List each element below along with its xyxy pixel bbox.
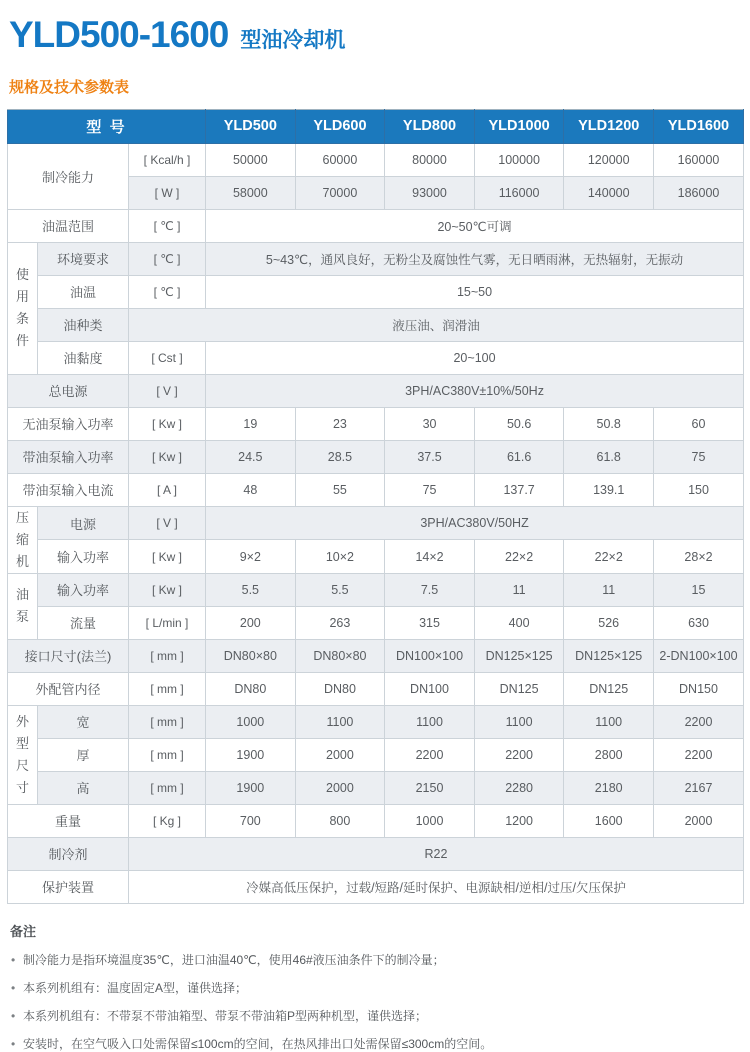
spec-value-cell: 526 bbox=[564, 606, 654, 639]
spec-row-label: 油温 bbox=[38, 275, 129, 308]
note-item: • 安装时，在空气吸入口处需保留≤100cm的空间，在热风排出口处需保留≤300cm的空间。 bbox=[10, 1037, 743, 1052]
spec-unit: [ Kg ] bbox=[129, 804, 206, 837]
spec-value-cell: 630 bbox=[654, 606, 744, 639]
spec-value-cell: 1200 bbox=[474, 804, 564, 837]
section-subtitle: 规格及技术参数表 bbox=[9, 78, 130, 96]
table-row bbox=[8, 639, 744, 672]
spec-value-cell: 75 bbox=[385, 473, 475, 506]
spec-value-cell: 200 bbox=[206, 606, 296, 639]
model-column-header: YLD1200 bbox=[564, 109, 654, 143]
table-row bbox=[8, 209, 744, 242]
spec-value-cell: 2000 bbox=[654, 804, 744, 837]
spec-value-cell: 60 bbox=[654, 407, 744, 440]
spec-value-cell: DN150 bbox=[654, 672, 744, 705]
spec-value-span: 3PH/AC380V±10%/50Hz bbox=[206, 374, 744, 407]
spec-value-cell: 1100 bbox=[564, 705, 654, 738]
note-item: • 本系列机组有：不带泵不带油箱型、带泵不带油箱P型两种机型，谨供选择； bbox=[10, 1009, 743, 1024]
spec-value-cell: 5.5 bbox=[206, 573, 296, 606]
spec-row-label: 油黏度 bbox=[38, 341, 129, 374]
spec-row-label: 环境要求 bbox=[38, 242, 129, 275]
spec-value-cell: 140000 bbox=[564, 176, 654, 209]
spec-row-label: 油种类 bbox=[38, 308, 129, 341]
spec-unit: [ Kcal/h ] bbox=[129, 143, 206, 176]
spec-value-cell: 22×2 bbox=[474, 540, 564, 574]
spec-unit: [ ℃ ] bbox=[129, 209, 206, 242]
table-row bbox=[8, 341, 744, 374]
spec-value-cell: 2000 bbox=[295, 771, 385, 804]
spec-value-cell: 2-DN100×100 bbox=[654, 639, 744, 672]
table-row bbox=[8, 540, 744, 574]
spec-value-span: 5~43℃，通风良好，无粉尘及腐蚀性气雾，无日晒雨淋，无热辐射，无振动 bbox=[206, 242, 744, 275]
spec-value-cell: 2000 bbox=[295, 738, 385, 771]
table-row bbox=[8, 870, 744, 903]
spec-unit: [ V ] bbox=[129, 506, 206, 540]
spec-value-span: 15~50 bbox=[206, 275, 744, 308]
spec-unit: [ Kw ] bbox=[129, 540, 206, 574]
table-row bbox=[8, 573, 744, 606]
spec-value-cell: 2200 bbox=[654, 738, 744, 771]
table-row bbox=[8, 506, 744, 540]
spec-value-cell: 19 bbox=[206, 407, 296, 440]
spec-unit: [ mm ] bbox=[129, 672, 206, 705]
spec-unit: [ Cst ] bbox=[129, 341, 206, 374]
spec-value-cell: 263 bbox=[295, 606, 385, 639]
spec-unit: [ V ] bbox=[129, 374, 206, 407]
spec-value-cell: 116000 bbox=[474, 176, 564, 209]
spec-value-cell: 1100 bbox=[295, 705, 385, 738]
spec-value-cell: 5.5 bbox=[295, 573, 385, 606]
spec-row-label: 油温范围 bbox=[8, 209, 129, 242]
model-range-title: YLD500-1600 bbox=[9, 14, 229, 55]
table-row bbox=[8, 440, 744, 473]
model-column-header: YLD500 bbox=[206, 109, 296, 143]
spec-value-cell: 22×2 bbox=[564, 540, 654, 574]
table-row bbox=[8, 705, 744, 738]
spec-value-cell: 15 bbox=[654, 573, 744, 606]
spec-value-cell: 61.6 bbox=[474, 440, 564, 473]
table-row bbox=[8, 771, 744, 804]
spec-unit: [ Kw ] bbox=[129, 573, 206, 606]
spec-value-cell: 60000 bbox=[295, 143, 385, 176]
spec-row-label: 厚 bbox=[38, 738, 129, 771]
spec-value-cell: 2200 bbox=[385, 738, 475, 771]
model-column-header: YLD1600 bbox=[654, 109, 744, 143]
spec-value-cell: 30 bbox=[385, 407, 475, 440]
spec-row-label: 保护装置 bbox=[8, 870, 129, 903]
spec-unit: [ mm ] bbox=[129, 771, 206, 804]
group-label-oil-pump: 油泵 bbox=[8, 573, 38, 639]
spec-value-cell: 1100 bbox=[385, 705, 475, 738]
spec-value-cell: 186000 bbox=[654, 176, 744, 209]
spec-value-span: 冷媒高低压保护，过载/短路/延时保护、电源缺相/逆相/过压/欠压保护 bbox=[129, 870, 744, 903]
spec-value-cell: 75 bbox=[654, 440, 744, 473]
table-row bbox=[8, 143, 744, 176]
spec-value-cell: DN80 bbox=[295, 672, 385, 705]
group-label-dimensions: 外型尺寸 bbox=[8, 705, 38, 804]
spec-unit: [ Kw ] bbox=[129, 440, 206, 473]
spec-row-label: 流量 bbox=[38, 606, 129, 639]
spec-table bbox=[7, 109, 744, 904]
spec-value-cell: DN80×80 bbox=[295, 639, 385, 672]
table-row bbox=[8, 308, 744, 341]
spec-unit: [ Kw ] bbox=[129, 407, 206, 440]
note-item: • 制冷能力是指环境温度35℃，进口油温40℃，使用46#液压油条件下的制冷量； bbox=[10, 953, 743, 968]
spec-value-cell: 11 bbox=[564, 573, 654, 606]
spec-value-cell: 150 bbox=[654, 473, 744, 506]
spec-value-cell: 700 bbox=[206, 804, 296, 837]
spec-value-cell: 1900 bbox=[206, 738, 296, 771]
page-title bbox=[7, 16, 743, 55]
spec-value-cell: 1000 bbox=[385, 804, 475, 837]
spec-value-cell: 61.8 bbox=[564, 440, 654, 473]
spec-value-cell: 70000 bbox=[295, 176, 385, 209]
spec-value-cell: DN125 bbox=[564, 672, 654, 705]
spec-value-cell: DN125×125 bbox=[474, 639, 564, 672]
spec-row-label: 宽 bbox=[38, 705, 129, 738]
spec-value-span: 20~100 bbox=[206, 341, 744, 374]
spec-value-cell: 10×2 bbox=[295, 540, 385, 574]
spec-value-cell: 50.6 bbox=[474, 407, 564, 440]
spec-unit: [ ℃ ] bbox=[129, 242, 206, 275]
notes-list bbox=[10, 953, 743, 1052]
note-item: • 本系列机组有：温度固定A型，谨供选择； bbox=[10, 981, 743, 996]
spec-value-cell: 2200 bbox=[654, 705, 744, 738]
spec-value-cell: 55 bbox=[295, 473, 385, 506]
spec-value-cell: 11 bbox=[474, 573, 564, 606]
spec-value-cell: 14×2 bbox=[385, 540, 475, 574]
table-row bbox=[8, 837, 744, 870]
spec-unit: [ mm ] bbox=[129, 705, 206, 738]
product-type-title: 型油冷却机 bbox=[240, 29, 346, 52]
spec-row-label: 输入功率 bbox=[38, 540, 129, 574]
spec-row-label: 制冷能力 bbox=[8, 143, 129, 209]
spec-value-cell: 2800 bbox=[564, 738, 654, 771]
spec-value-cell: DN125 bbox=[474, 672, 564, 705]
spec-value-cell: DN80×80 bbox=[206, 639, 296, 672]
spec-row-label: 外配管内径 bbox=[8, 672, 129, 705]
spec-value-cell: DN125×125 bbox=[564, 639, 654, 672]
model-header-label: 型 号 bbox=[8, 109, 206, 143]
spec-value-cell: 2180 bbox=[564, 771, 654, 804]
spec-value-cell: DN100 bbox=[385, 672, 475, 705]
spec-row-label: 总电源 bbox=[8, 374, 129, 407]
group-label-usage: 使用条件 bbox=[8, 242, 38, 374]
spec-value-cell: 160000 bbox=[654, 143, 744, 176]
table-header-row bbox=[8, 109, 744, 143]
spec-value-cell: 93000 bbox=[385, 176, 475, 209]
spec-value-cell: 48 bbox=[206, 473, 296, 506]
spec-value-cell: 28×2 bbox=[654, 540, 744, 574]
spec-value-cell: 2167 bbox=[654, 771, 744, 804]
spec-row-label: 接口尺寸(法兰) bbox=[8, 639, 129, 672]
group-label-compressor: 压缩机 bbox=[8, 506, 38, 573]
table-row bbox=[8, 242, 744, 275]
spec-value-cell: 50.8 bbox=[564, 407, 654, 440]
spec-unit: [ L/min ] bbox=[129, 606, 206, 639]
spec-value-cell: 1100 bbox=[474, 705, 564, 738]
spec-value-cell: 80000 bbox=[385, 143, 475, 176]
spec-value-cell: 2200 bbox=[474, 738, 564, 771]
spec-row-label: 高 bbox=[38, 771, 129, 804]
spec-row-label: 带油泵输入电流 bbox=[8, 473, 129, 506]
spec-value-cell: 28.5 bbox=[295, 440, 385, 473]
spec-value-cell: 315 bbox=[385, 606, 475, 639]
spec-row-label: 电源 bbox=[38, 506, 129, 540]
spec-row-label: 制冷剂 bbox=[8, 837, 129, 870]
spec-value-cell: 37.5 bbox=[385, 440, 475, 473]
spec-value-cell: 800 bbox=[295, 804, 385, 837]
table-row bbox=[8, 473, 744, 506]
spec-value-span: 液压油、润滑油 bbox=[129, 308, 744, 341]
spec-unit: [ W ] bbox=[129, 176, 206, 209]
model-column-header: YLD800 bbox=[385, 109, 475, 143]
table-row bbox=[8, 738, 744, 771]
spec-value-cell: 2280 bbox=[474, 771, 564, 804]
spec-value-cell: 1900 bbox=[206, 771, 296, 804]
spec-value-cell: 23 bbox=[295, 407, 385, 440]
table-row bbox=[8, 275, 744, 308]
spec-unit: [ A ] bbox=[129, 473, 206, 506]
spec-value-cell: DN100×100 bbox=[385, 639, 475, 672]
spec-row-label: 输入功率 bbox=[38, 573, 129, 606]
notes-section bbox=[7, 921, 743, 1052]
spec-value-cell: 24.5 bbox=[206, 440, 296, 473]
spec-value-cell: 120000 bbox=[564, 143, 654, 176]
spec-row-label: 带油泵输入功率 bbox=[8, 440, 129, 473]
spec-value-cell: 100000 bbox=[474, 143, 564, 176]
spec-value-cell: 2150 bbox=[385, 771, 475, 804]
spec-row-label: 重量 bbox=[8, 804, 129, 837]
model-column-header: YLD600 bbox=[295, 109, 385, 143]
spec-value-span: 3PH/AC380V/50HZ bbox=[206, 506, 744, 540]
spec-value-cell: DN80 bbox=[206, 672, 296, 705]
spec-value-span: 20~50℃可调 bbox=[206, 209, 744, 242]
spec-unit: [ mm ] bbox=[129, 738, 206, 771]
spec-value-cell: 7.5 bbox=[385, 573, 475, 606]
model-column-header: YLD1000 bbox=[474, 109, 564, 143]
spec-value-cell: 9×2 bbox=[206, 540, 296, 574]
spec-value-span: R22 bbox=[129, 837, 744, 870]
spec-unit: [ ℃ ] bbox=[129, 275, 206, 308]
spec-row-label: 无油泵输入功率 bbox=[8, 407, 129, 440]
notes-title: 备注 bbox=[10, 923, 37, 939]
spec-value-cell: 139.1 bbox=[564, 473, 654, 506]
table-row bbox=[8, 374, 744, 407]
spec-value-cell: 1000 bbox=[206, 705, 296, 738]
spec-value-cell: 1600 bbox=[564, 804, 654, 837]
table-row bbox=[8, 606, 744, 639]
table-row bbox=[8, 407, 744, 440]
table-row bbox=[8, 804, 744, 837]
spec-value-cell: 50000 bbox=[206, 143, 296, 176]
spec-value-cell: 58000 bbox=[206, 176, 296, 209]
spec-value-cell: 137.7 bbox=[474, 473, 564, 506]
table-row bbox=[8, 672, 744, 705]
spec-unit: [ mm ] bbox=[129, 639, 206, 672]
spec-value-cell: 400 bbox=[474, 606, 564, 639]
